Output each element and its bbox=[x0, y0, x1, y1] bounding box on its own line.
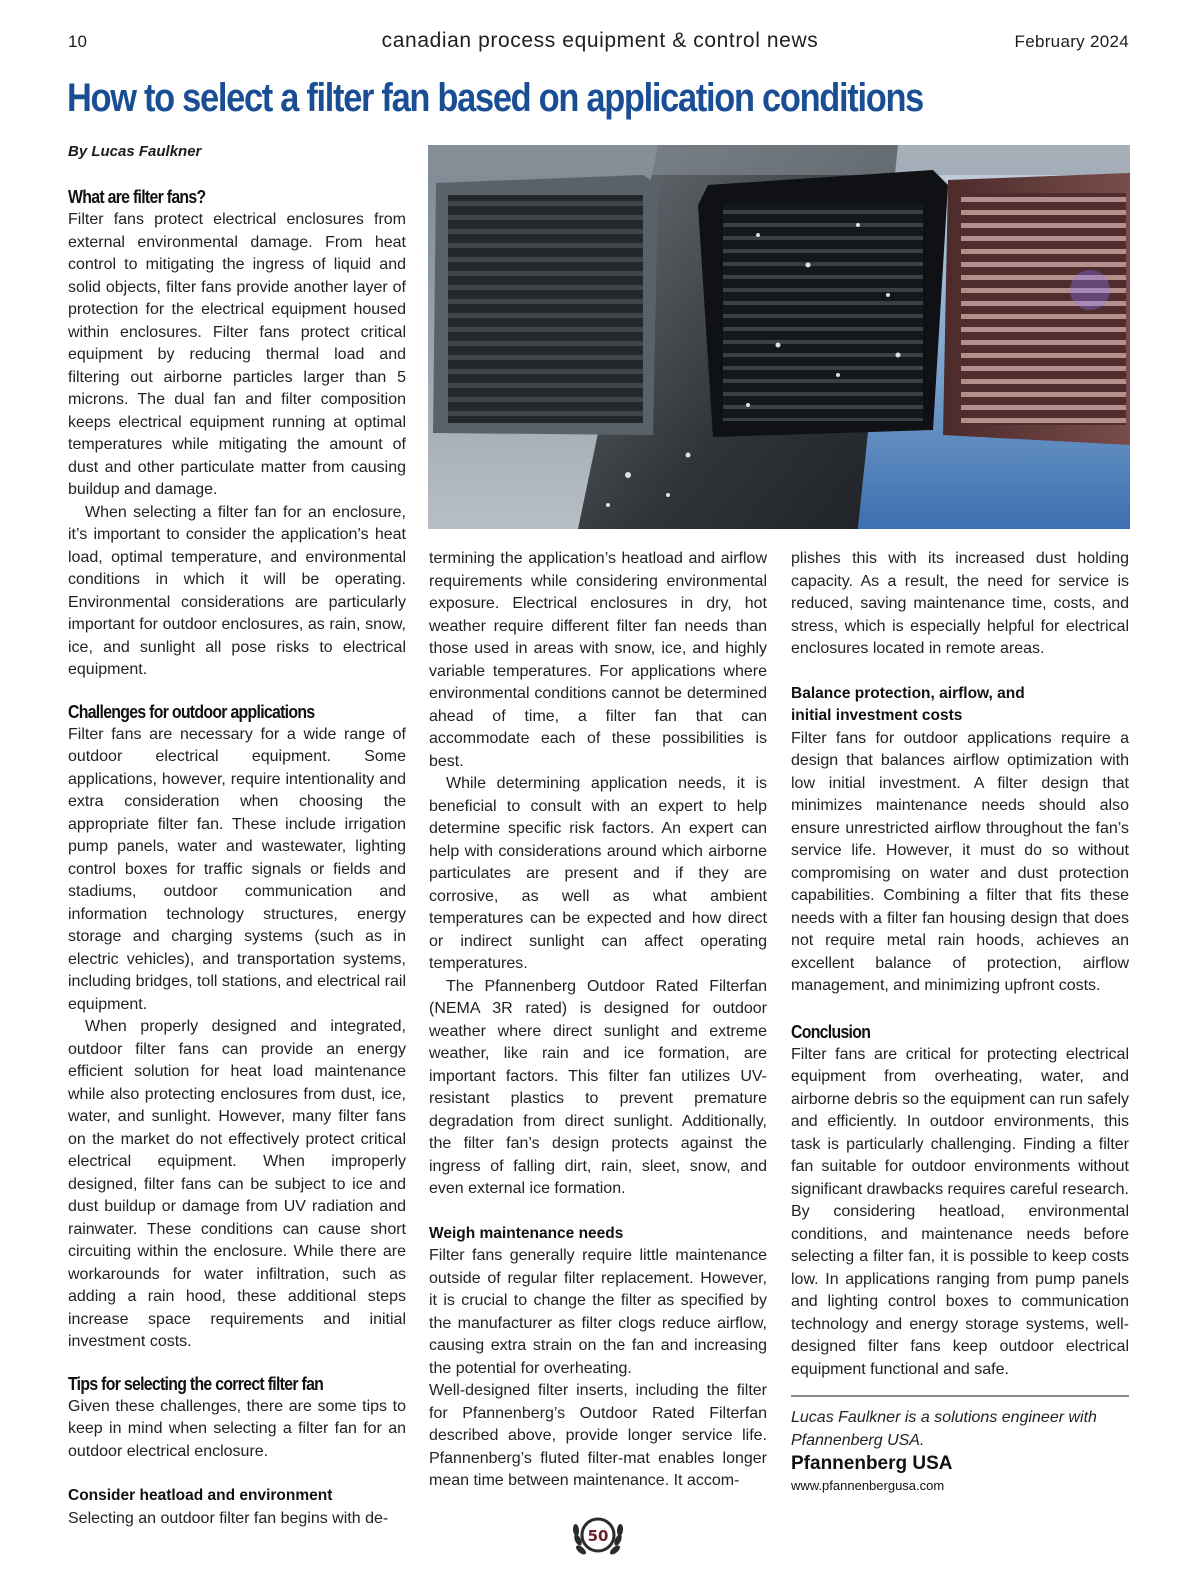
company-name: Pfannenberg USA bbox=[791, 1453, 953, 1474]
heading-challenges: Challenges for outdoor applications bbox=[68, 701, 315, 722]
issue-date: February 2024 bbox=[1014, 32, 1129, 51]
paragraph: The Pfannenberg Outdoor Rated Filterfan (NEMA 3R rated) is designed for outdoor weather where direct sunlight and extreme weather, like rain and ice formation, are important factors. This filter fan utilizes UV-resistant plastics to prevent premature degradation from direct sunlight. Additionally, the filter fan’s design protects against the ingress of falling dirt, rain, sleet, snow, and even external ice formation. bbox=[429, 977, 767, 1197]
paragraph: Filter fans generally require little maintenance outside of regular filter replacement. However, it is crucial to change the filter as specified by the manufacturer as filter clogs reduce airflow, causing extra strain on the fan and increasing the potential for overheating. bbox=[429, 1247, 767, 1377]
paragraph: Filter fans are necessary for a wide range of outdoor electrical equipment. Some applications, however, require intentionality and extra consideration when choosing the appropriate filter fan. These include irrigation pump panels, water and wastewater, lighting control boxes for traffic signals or fields and stadiums, outdoor communication and information technology structures, energy storage and charging systems (such as in electric vehicles), and transportation systems, including bridges, toll stations, and electrical rail equipment. bbox=[68, 725, 406, 1013]
paragraph: Filter fans are critical for protecting electrical equipment from overheating, water, and airborne debris so the equipment can run safely and efficiently. In outdoor environments, this task is particularly challenging. Finding a filter fan suitable for outdoor environments without significant drawbacks requires careful research. By considering heatload, environmental conditions, and maintenance needs before selecting a filter fan, it is possible to keep costs low. In applications ranging from pump panels and lighting control boxes to communication technology and energy storage systems, well-designed filter fans keep outdoor electrical equipment functional and safe. bbox=[791, 1045, 1129, 1378]
column-2 bbox=[429, 548, 767, 1493]
paragraph: While determining application needs, it is beneficial to consult with an expert to help determine specific risk factors. An expert can help with considerations around which airborne particulates are present and if they are corrosive, as well as what ambient temperatures can be expected and how direct or indirect sunlight can affect operating temperatures. bbox=[429, 775, 767, 972]
heading-heatload: Consider heatload and environment bbox=[68, 1487, 333, 1504]
paragraph: When selecting a filter fan for an enclosure, it’s important to consider the application’s heat load, optimal temperature, and environmental conditions in which it will be operating. Environmental considerations are particularly important for outdoor enclosures, as rain, snow, ice, and sunlight all pose risks to electrical equipment. bbox=[68, 503, 406, 678]
paragraph: Selecting an outdoor filter fan begins with de- bbox=[68, 1509, 389, 1527]
heading-tips: Tips for selecting the correct filter fan bbox=[68, 1373, 324, 1394]
article-title: How to select a filter fan based on application conditions bbox=[67, 76, 924, 120]
author-bio: Lucas Faulkner is a solutions engineer with Pfannenberg USA. bbox=[791, 1409, 1097, 1449]
heading-maintenance: Weigh maintenance needs bbox=[429, 1224, 624, 1242]
column-3 bbox=[791, 548, 1129, 1496]
column-1 bbox=[68, 185, 406, 1530]
paragraph: plishes this with its increased dust holding capacity. As a result, the need for service is reduced, saving maintenance time, costs, and stress, which is especially helpful for electrical enclosures located in remote areas. bbox=[791, 550, 1129, 657]
paragraph: Given these challenges, there are some tips to keep in mind when selecting a filter fan for an outdoor electrical enclosure. bbox=[68, 1397, 406, 1460]
heading-conclusion: Conclusion bbox=[791, 1021, 871, 1042]
heading-balance-line-1: Balance protection, airflow, and bbox=[791, 684, 1025, 702]
paragraph: termining the application’s heatload and airflow requirements while considering environmental exposure. Electrical enclosures in dry, hot weather require different filter fan needs than those used in areas with snow, ice, and highly variable temperatures. For applications where environmental conditions cannot be determined ahead of time, a filter fan that can accommodate each of these possibilities is best. bbox=[429, 550, 767, 770]
bio-divider bbox=[791, 1395, 1129, 1397]
paragraph: When properly designed and integrated, outdoor filter fans can provide an energy efficient solution for heat load maintenance while also protecting enclosures from dust, ice, water, and sunlight. However, many filter fans on the market do not effectively protect critical electrical equipment. When improperly designed, filter fans can be subject to ice and dust buildup or damage from UV radiation and rainwater. These conditions can cause short circuiting within the enclosure. While there are workarounds for water infiltration, such as adding a rain hood, these additional steps increase space requirements and initial investment costs. bbox=[68, 1018, 406, 1350]
paragraph: Filter fans for outdoor applications require a design that balances airflow optimization with low initial investment. A filter design that minimizes maintenance needs should also ensure unrestricted airflow throughout the fan’s service life. However, it must do so without compromising on water and dust protection capabilities. Combining a filter that fits these needs with a filter fan housing design that does not require metal rain hoods, achieves an excellent balance of protection, airflow management, and minimizing upfront costs. bbox=[791, 729, 1129, 994]
filter-fans-photo bbox=[428, 145, 1130, 529]
badge-number: 50 bbox=[587, 1527, 609, 1545]
paragraph: Filter fans protect electrical enclosures from external environmental damage. From heat control to mitigating the ingress of liquid and solid objects, filter fans provide another layer of protection for the electrical equipment housed within enclosures. Filter fans protect critical equipment by reducing thermal load and filtering out airborne particles larger than 5 microns. The dual fan and filter composition keeps electrical equipment running at optimal temperatures while mitigating the amount of dust and other particulate matter from causing buildup and damage. bbox=[68, 211, 406, 498]
paragraph: Well-designed filter inserts, including the filter for Pfannenberg’s Outdoor Rated Filterfan described above, provide longer service life. Pfannenberg’s fluted filter-mat enables longer mean time between maintenance. It accom- bbox=[429, 1382, 767, 1489]
publication-masthead: canadian process equipment & control news bbox=[381, 29, 819, 52]
page-number: 10 bbox=[68, 32, 87, 51]
anniversary-50-badge bbox=[570, 1510, 626, 1560]
heading-what-are-filter-fans: What are filter fans? bbox=[68, 187, 206, 207]
byline: By Lucas Faulkner bbox=[68, 143, 202, 160]
heading-balance-line-2: initial investment costs bbox=[791, 707, 963, 724]
company-website-link[interactable]: www.pfannenbergusa.com bbox=[791, 1478, 945, 1493]
